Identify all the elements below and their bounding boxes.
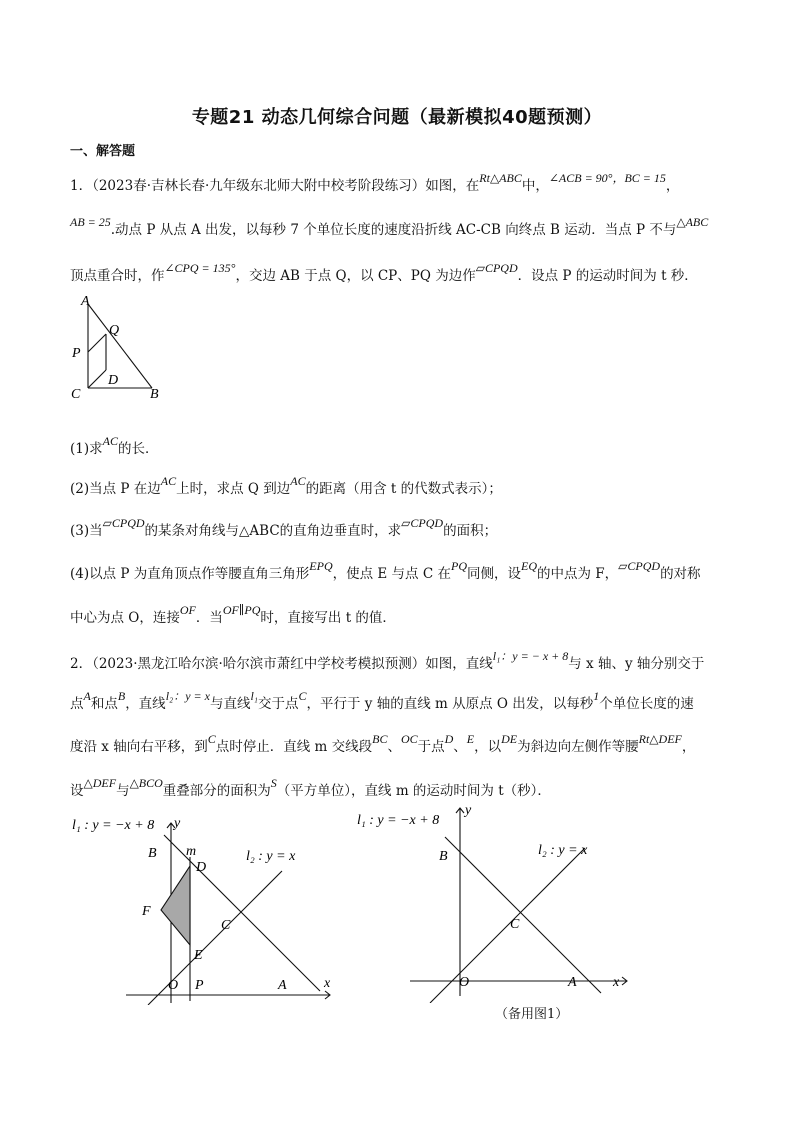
- label-P: P: [72, 346, 81, 361]
- math-rt-def: Rt△DEF: [638, 732, 682, 746]
- text: ，使点 E 与点 C 在: [332, 566, 451, 582]
- label-A: A: [568, 975, 577, 990]
- math-de: DE: [501, 732, 518, 746]
- q1-line-3: [70, 261, 730, 284]
- label-Q: Q: [109, 323, 120, 338]
- text: 时，直接写出 t 的值．: [260, 610, 396, 626]
- math-parallelogram: ▱CPQD: [102, 516, 145, 530]
- spare-figure-caption: （备用图1）: [495, 1007, 569, 1022]
- text: 与: [116, 783, 130, 799]
- q1-sub-4: [70, 559, 730, 582]
- label-m: m: [186, 844, 197, 859]
- label-A: A: [81, 294, 90, 309]
- q1-figure: [66, 292, 176, 404]
- text: ，平行于 y 轴的直线 m 从原点 O 出发，以每秒: [306, 696, 594, 712]
- text: 中心为点 O，连接: [70, 610, 180, 626]
- q2-line-2: [70, 689, 730, 712]
- q1-sub-4-cont: [70, 603, 730, 626]
- math-oc: OC: [400, 732, 418, 746]
- text: (2)当点 P 在边: [70, 481, 161, 497]
- math-bc: BC = 15: [624, 171, 666, 185]
- math-bc: BC: [372, 732, 388, 746]
- q1-sub-3: [70, 516, 730, 539]
- text: 为斜边向左侧作等腰: [517, 739, 639, 755]
- text: 与 x 轴、y 轴分别交于: [568, 656, 705, 672]
- text: ，交边 AB 于点 Q，以 CP、PQ 为边作: [235, 268, 476, 284]
- text: 度沿 x 轴向右平移，到: [70, 739, 208, 755]
- q2-source: 2．（2023·黑龙江哈尔滨·哈尔滨市萧红中学校考模拟预测）如图，直线: [70, 656, 493, 672]
- q2-figure-spare: [355, 798, 645, 1003]
- text: 上时，求点 Q 到边: [176, 481, 291, 497]
- q1-sub-2: [70, 474, 730, 497]
- label-C: C: [221, 918, 231, 933]
- label-B: B: [150, 387, 159, 402]
- math-a: A: [83, 689, 91, 703]
- q2-figure-main: [66, 805, 356, 1005]
- label-x: x: [613, 975, 620, 990]
- label-B: B: [439, 849, 448, 864]
- math-l1: l₁: [250, 689, 258, 703]
- text: 的面积；: [443, 523, 498, 539]
- label-P: P: [195, 978, 204, 993]
- math-parallelogram: ▱CPQD: [475, 261, 518, 275]
- shaded-triangle-def: [161, 866, 190, 945]
- text: （平方单位），直线 m 的运动时间为 t（秒）．: [276, 783, 551, 799]
- text: 重叠部分的面积为: [162, 783, 271, 799]
- label-y: y: [465, 803, 472, 818]
- math-ac: AC: [102, 434, 118, 448]
- math-of-parallel-pq: OF∥PQ: [222, 603, 261, 617]
- q1-sub-1: [70, 434, 730, 457]
- label-l2: l₂ : y = x: [538, 843, 588, 858]
- label-A: A: [278, 978, 287, 993]
- math-of: OF: [179, 603, 196, 617]
- q1-source: 1．（2023春·吉林长春·九年级东北师大附中校考阶段练习）如图，在: [70, 178, 480, 194]
- label-O: O: [459, 975, 470, 990]
- text: 设: [70, 783, 84, 799]
- text: ，: [665, 178, 680, 194]
- math-1: 1: [593, 689, 600, 703]
- label-x: x: [324, 976, 331, 991]
- text: 的对称: [660, 566, 701, 582]
- math-d: D: [444, 732, 454, 746]
- text: 的距离（用含 t 的代数式表示）；: [305, 481, 502, 497]
- math-eq: EQ: [520, 559, 537, 573]
- math-parallelogram: ▱CPQD: [618, 559, 661, 573]
- text: 、: [387, 739, 401, 755]
- text: 顶点重合时，作: [70, 268, 165, 284]
- text: (3)当: [70, 523, 103, 539]
- label-B: B: [148, 846, 157, 861]
- q1-line-1: [70, 171, 730, 194]
- section-heading: 一、解答题: [70, 144, 136, 159]
- math-ac: AC: [290, 474, 306, 488]
- q2-line-4: [70, 776, 730, 799]
- page-title: 专题21 动态几何综合问题（最新模拟40题预测）: [191, 107, 603, 128]
- text: ，直线: [125, 696, 166, 712]
- text: (4)以点 P 为直角顶点作等腰直角三角形: [70, 566, 310, 582]
- label-C: C: [510, 917, 520, 932]
- q2-line-3: [70, 732, 730, 755]
- math-l2: l₂：: [165, 689, 186, 703]
- q1-line-2: [70, 215, 730, 238]
- text: 和点: [90, 696, 118, 712]
- text: .动点 P 从点 A 出发，以每秒 7 个单位长度的速度沿折线 AC-CB 向终点 B 运动．当点 P 不与: [110, 222, 677, 238]
- label-C: C: [71, 387, 81, 402]
- text: 的中点为 F，: [536, 566, 619, 582]
- math-b: B: [117, 689, 126, 703]
- math-s: S: [270, 776, 277, 790]
- math-eq-l1: y = − x + 8: [512, 649, 569, 663]
- label-y: y: [174, 816, 181, 831]
- text: ．当: [195, 610, 223, 626]
- math-eq-l2: y = x: [185, 689, 210, 703]
- label-D: D: [108, 373, 119, 388]
- math-angle-acb: ∠ACB = 90°，: [548, 171, 625, 185]
- math-bco: △BCO: [129, 776, 163, 790]
- label-l1: l₁ : y = −x + 8: [357, 813, 440, 828]
- text: ，: [681, 739, 696, 755]
- label-F: F: [142, 904, 151, 919]
- label-E: E: [194, 948, 203, 963]
- math-ab: AB = 25: [70, 215, 111, 229]
- math-def: △DEF: [83, 776, 117, 790]
- text: 点: [70, 696, 84, 712]
- text: 的某条对角线与△ABC的直角边垂直时，求: [144, 523, 402, 539]
- math-epq: EPQ: [309, 559, 333, 573]
- text: 点时停止．直线 m 交线段: [215, 739, 373, 755]
- text: (1)求: [70, 441, 103, 457]
- text: ．设点 P 的运动时间为 t 秒．: [517, 268, 698, 284]
- label-D: D: [196, 860, 207, 875]
- text: 中，: [521, 178, 549, 194]
- math-triangle-abc: △ABC: [676, 215, 709, 229]
- math-rt-abc: Rt△ABC: [479, 171, 522, 185]
- math-ac: AC: [160, 474, 177, 488]
- math-pq: PQ: [450, 559, 467, 573]
- text: ，以: [474, 739, 502, 755]
- text: 同侧，设: [466, 566, 521, 582]
- label-O: O: [168, 978, 179, 993]
- math-c: C: [298, 689, 307, 703]
- math-parallelogram: ▱CPQD: [401, 516, 444, 530]
- q2-line-1: [70, 649, 730, 672]
- math-angle-cpq: ∠CPQ = 135°: [164, 261, 236, 275]
- text: 的长．: [117, 441, 159, 457]
- text: 交于点: [257, 696, 299, 712]
- math-e: E: [466, 732, 475, 746]
- text: 与直线: [209, 696, 251, 712]
- label-l1: l₁ : y = −x + 8: [72, 818, 155, 833]
- math-c: C: [207, 732, 216, 746]
- math-l1: l₁：: [492, 649, 513, 663]
- text: 、: [453, 739, 467, 755]
- text: 个单位长度的速: [599, 696, 694, 712]
- label-l2: l₂ : y = x: [246, 849, 296, 864]
- text: 于点: [417, 739, 445, 755]
